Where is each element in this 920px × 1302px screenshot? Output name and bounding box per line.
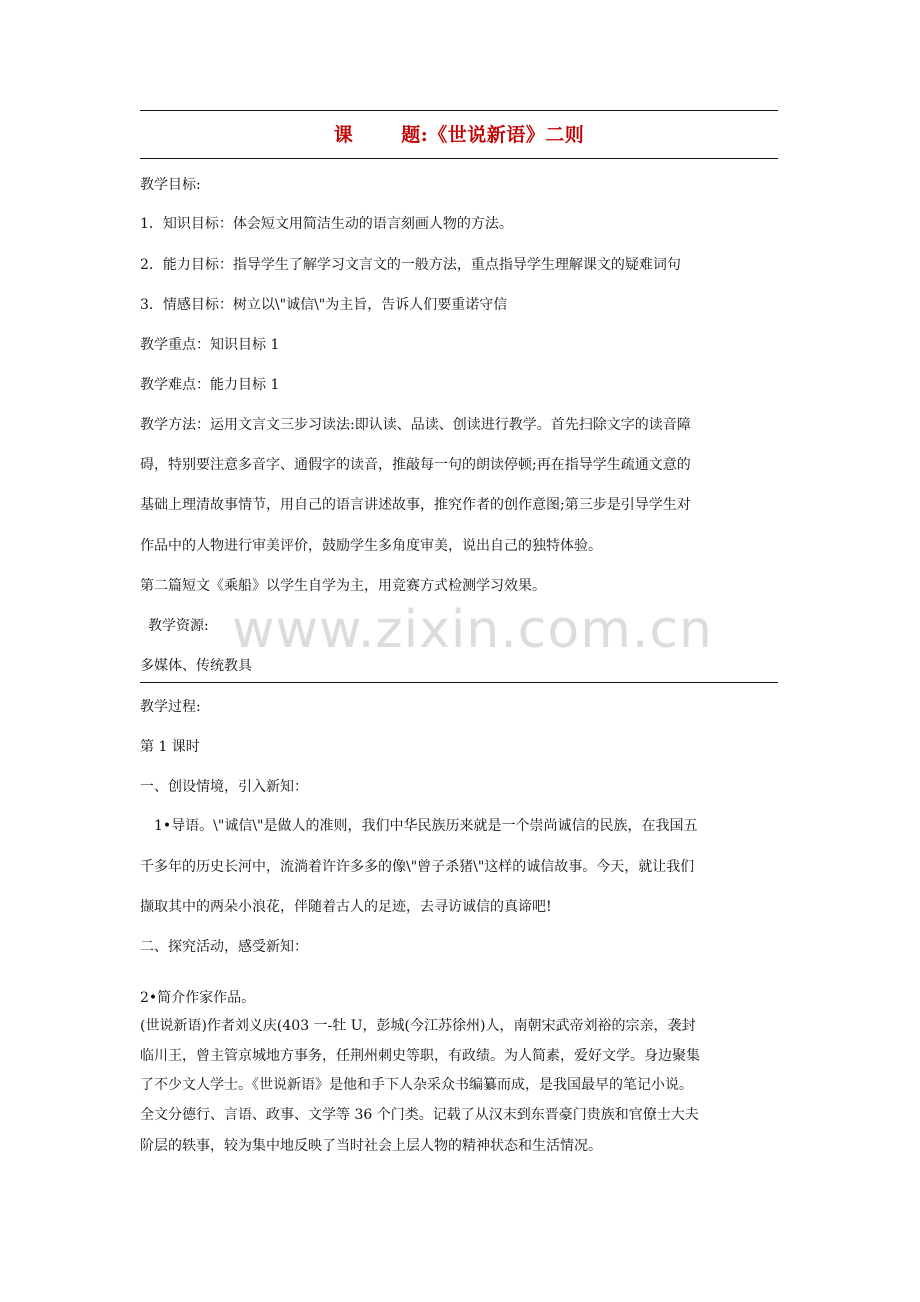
method-line: 碍，特别要注意多音字、通假字的读音，推敲每一句的朗读停顿;再在指导学生疏通文意的 bbox=[140, 457, 691, 473]
section-heading: 一、创设情境，引入新知： bbox=[140, 779, 308, 795]
author-heading: 2•简介作家作品。 bbox=[140, 990, 256, 1006]
process-heading: 教学过程: bbox=[140, 699, 201, 715]
title-bottom-rule bbox=[140, 158, 778, 159]
method-line: 教学方法：运用文言文三步习读法:即认读、品读、创读进行教学。首先扫除文字的读音障 bbox=[140, 417, 691, 433]
objective-item: 2．能力目标：指导学生了解学习文言文的一般方法，重点指导学生理解课文的疑难词句 bbox=[140, 257, 681, 273]
method-line: 基础上理清故事情节，用自己的语言讲述故事，推究作者的创作意图;第三步是引导学生对 bbox=[140, 497, 691, 513]
author-line: (世说新语)作者刘义庆(403 一-牡 U，彭城(今江苏徐州)人，南朝宋武帝刘裕的宗亲，袭封 bbox=[140, 1018, 696, 1034]
teaching-focus: 教学重点：知识目标 1 bbox=[140, 337, 280, 353]
author-line: 全文分德行、言语、政事、文学等 36 个门类。记载了从汉末到东晋豪门贵族和官僚士大夫 bbox=[140, 1107, 699, 1123]
section-heading: 二、探究活动，感受新知： bbox=[140, 939, 308, 955]
objectives-heading: 教学目标: bbox=[140, 177, 201, 193]
objective-item: 1．知识目标：体会短文用简洁生动的语言刻画人物的方法。 bbox=[140, 216, 513, 232]
title-rest: 题:《世说新语》二则 bbox=[401, 124, 585, 146]
resources-heading: 教学资源: bbox=[148, 618, 209, 634]
lesson-label: 第 1 课时 bbox=[140, 739, 200, 755]
title-prefix: 课 bbox=[333, 124, 354, 146]
lesson-title bbox=[140, 120, 778, 147]
second-text-note: 第二篇短文《乘船》以学生自学为主，用竞赛方式检测学习效果。 bbox=[140, 578, 546, 594]
intro-line: 千多年的历史长河中，流淌着许许多多的像\"曾子杀猪\"这样的诚信故事。今天，就让我们 bbox=[140, 859, 695, 875]
method-line: 作品中的人物进行审美评价，鼓励学生多角度审美，说出自己的独特体验。 bbox=[140, 538, 602, 554]
author-line: 临川王，曾主管京城地方事务，任荆州刺史等职，有政绩。为人简素，爱好文学。身边聚集 bbox=[140, 1048, 700, 1064]
author-line: 阶层的轶事，较为集中地反映了当时社会上层人物的精神状态和生活情况。 bbox=[140, 1138, 602, 1154]
author-line: 了不少文人学士。《世说新语》是他和手下人杂采众书编纂而成，是我国最早的笔记小说。 bbox=[140, 1077, 693, 1093]
resources-value: 多媒体、传统教具 bbox=[140, 658, 252, 674]
intro-line: 1•导语。\"诚信\"是做人的准则，我们中华民族历来就是一个崇尚诚信的民族，在我国五 bbox=[154, 818, 698, 834]
objective-item: 3．情感目标：树立以\"诚信\"为主旨，告诉人们要重诺守信 bbox=[140, 297, 508, 313]
top-rule bbox=[140, 110, 778, 111]
watermark-text: www.zixin.com.cn bbox=[232, 600, 713, 660]
section-rule bbox=[140, 682, 778, 683]
intro-line: 撷取其中的两朵小浪花，伴随着古人的足迹，去寻访诚信的真谛吧! bbox=[140, 899, 552, 915]
teaching-difficulty: 教学难点：能力目标 1 bbox=[140, 377, 280, 393]
